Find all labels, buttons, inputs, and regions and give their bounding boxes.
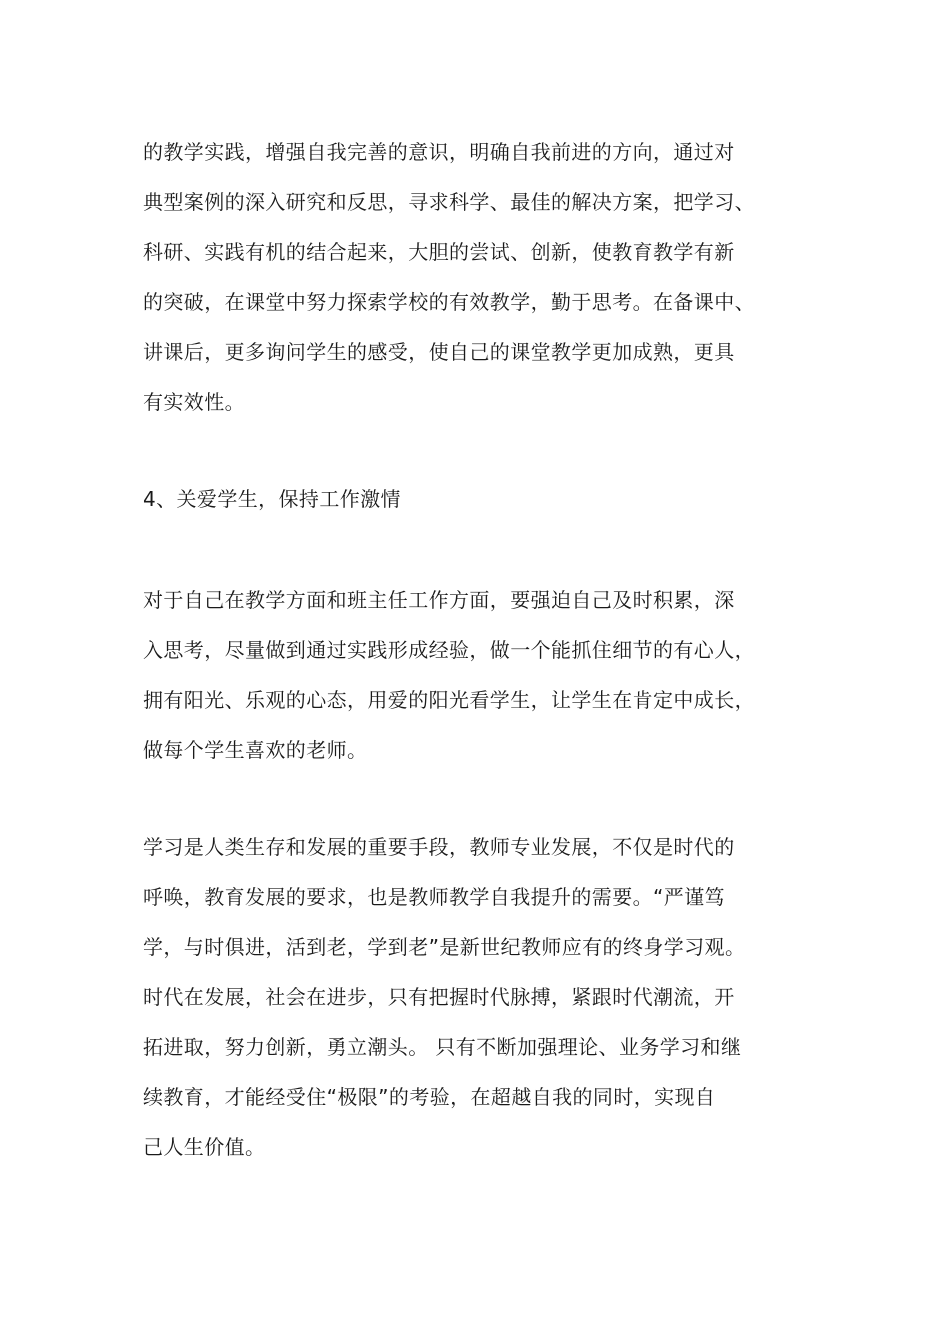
text-line: 续教育，才能经受住“极限”的考验，在超越自我的同时，实现自 bbox=[143, 1085, 716, 1109]
text-line: 拓进取，努力创新，勇立潮头。 只有不断加强理论、业务学习和继 bbox=[143, 1035, 742, 1059]
section-heading-text: 4、关爱学生，保持工作激情 bbox=[143, 487, 401, 511]
text-line: 讲课后，更多询问学生的感受，使自己的课堂教学更加成熟，更具 bbox=[143, 340, 735, 364]
section-heading bbox=[143, 474, 833, 524]
text-line: 的突破，在课堂中努力探索学校的有效教学，勤于思考。在备课中、 bbox=[143, 290, 755, 314]
text-line: 做每个学生喜欢的老师。 bbox=[143, 738, 368, 762]
paragraph-lifelong-learning bbox=[143, 822, 833, 1172]
text-line: 的教学实践，增强自我完善的意识，明确自我前进的方向，通过对 bbox=[143, 140, 735, 164]
text-line: 己人生价值。 bbox=[143, 1135, 266, 1159]
text-line: 学，与时俱进，活到老，学到老”是新世纪教师应有的终身学习观。 bbox=[143, 935, 746, 959]
text-line: 呼唤，教育发展的要求，也是教师教学自我提升的需要。“严谨笃 bbox=[143, 885, 725, 909]
text-line: 科研、实践有机的结合起来，大胆的尝试、创新，使教育教学有新 bbox=[143, 240, 735, 264]
text-line: 有实效性。 bbox=[143, 390, 245, 414]
text-line: 拥有阳光、乐观的心态，用爱的阳光看学生，让学生在肯定中成长， bbox=[143, 688, 755, 712]
paragraph-caring-students bbox=[143, 575, 833, 775]
text-line: 学习是人类生存和发展的重要手段，教师专业发展，不仅是时代的 bbox=[143, 835, 735, 859]
text-line: 对于自己在教学方面和班主任工作方面，要强迫自己及时积累，深 bbox=[143, 588, 735, 612]
text-line: 典型案例的深入研究和反思，寻求科学、最佳的解决方案，把学习、 bbox=[143, 190, 755, 214]
text-line: 入思考，尽量做到通过实践形成经验，做一个能抓住细节的有心人， bbox=[143, 638, 755, 662]
paragraph-teaching-practice bbox=[143, 127, 833, 427]
text-line: 时代在发展，社会在进步，只有把握时代脉搏，紧跟时代潮流，开 bbox=[143, 985, 735, 1009]
